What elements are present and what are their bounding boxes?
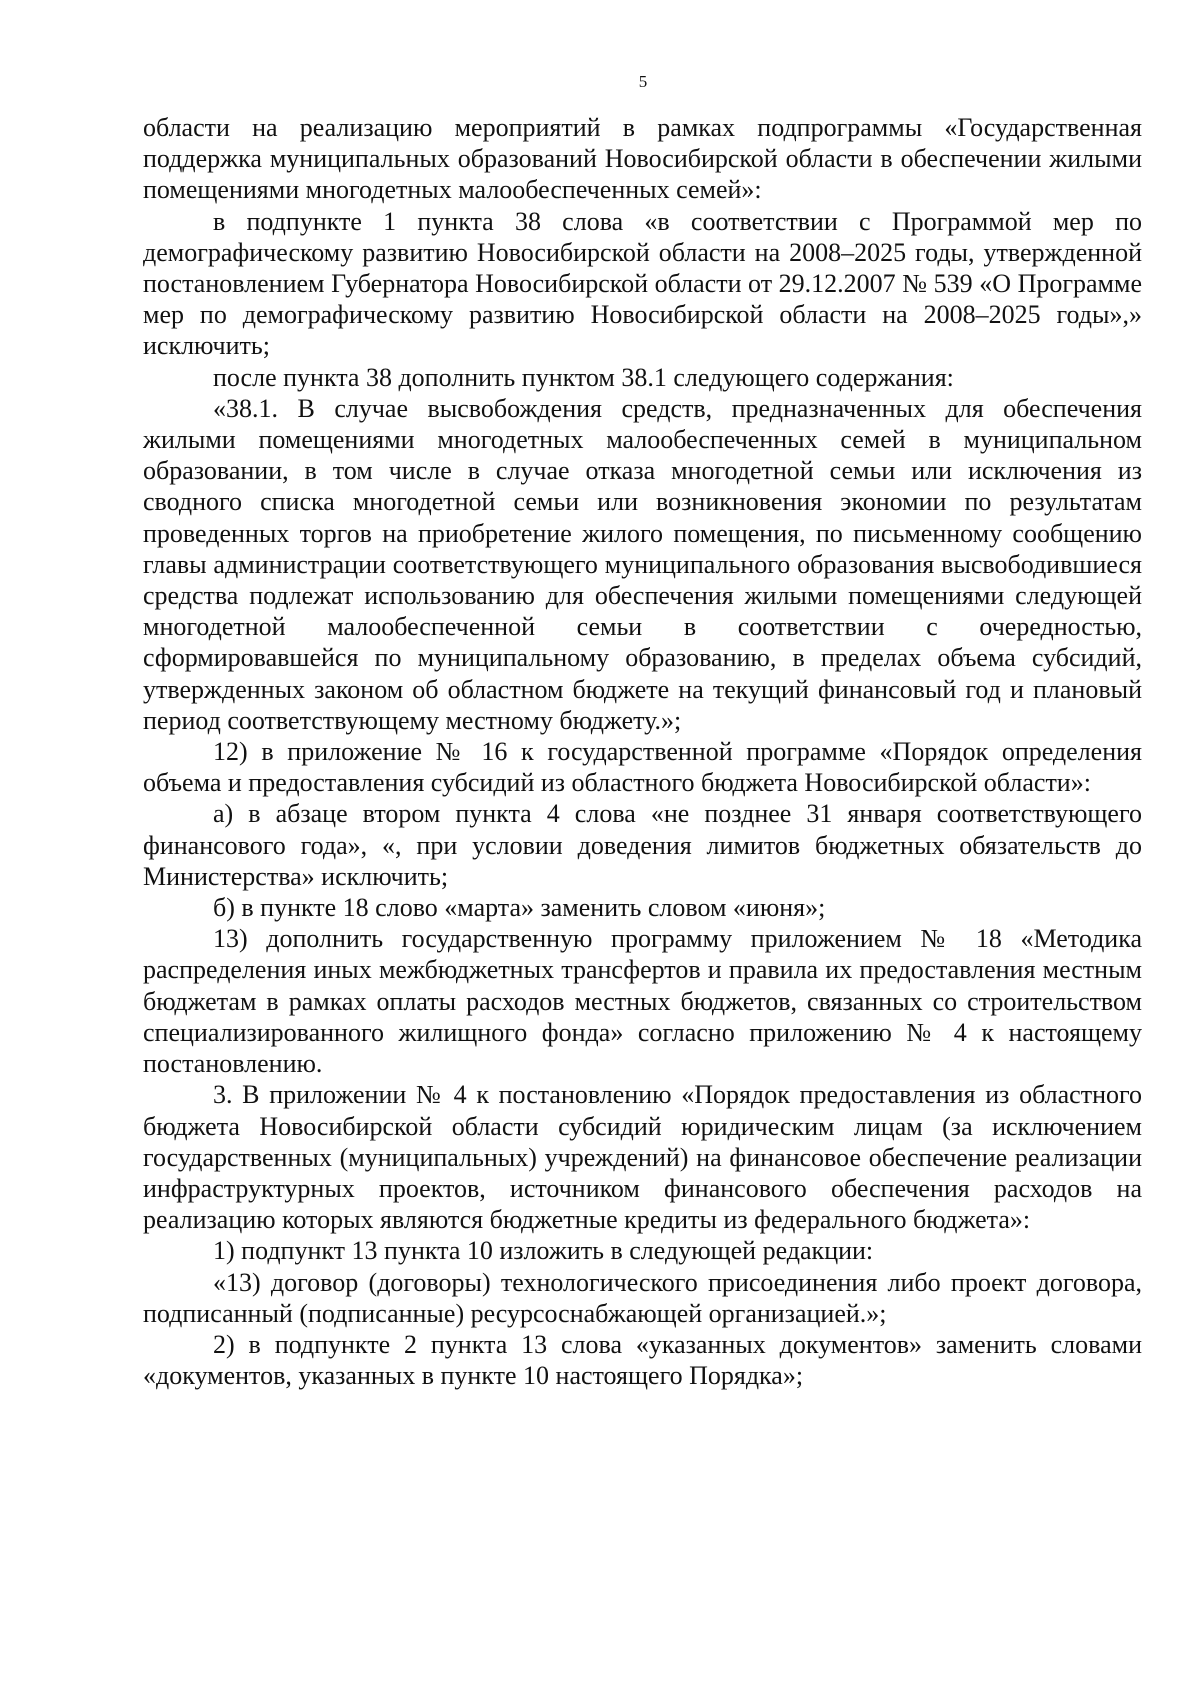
paragraph-subitem-1-point-38: в подпункте 1 пункта 38 слова «в соответствии с Программой мер по демографическому развитию Новосибирской области на 2008–2025 годы, утвержденной постановлением Губернатора Новосибирской области от 29.12.2007 № 539 «О Программе мер по демографическому развитию Новосибирской области на 2008–2025 годы»,» исключить;: [143, 206, 1142, 361]
paragraph-quoted-13: «13) договор (договоры) технологического присоединения либо проект договора, подписанный (подписанные) ресурсоснабжающей организацией.»;: [143, 1267, 1142, 1328]
paragraph-intro: области на реализацию мероприятий в рамках подпрограммы «Государственная поддержка муниципальных образований Новосибирской области в обеспечении жилыми помещениями многодетных малообеспеченных семей»:: [143, 113, 1142, 205]
paragraph-item-13: 13) дополнить государственную программу приложением № 18 «Методика распределения иных межбюджетных трансфертов и правила их предоставления местным бюджетам в рамках оплаты расходов местных бюджетов, связанных со строительством специализированного жилищного фонда» согласно приложению № 4 к настоящему постановлению.: [143, 924, 1142, 1079]
paragraph-section-3: 3. В приложении № 4 к постановлению «Порядок предоставления из областного бюджета Новосибирской области субсидий юридическим лицам (за исключением государственных (муниципальных) учреждений) на финансовое обеспечение реализации инфраструктурных проектов, источником финансового обеспечения расходов на реализацию которых являются бюджетные кредиты из федерального бюджета»:: [143, 1080, 1142, 1235]
paragraph-item-2: 2) в подпункте 2 пункта 13 слова «указанных документов» заменить словами «документов, указанных в пункте 10 настоящего Порядка»;: [143, 1329, 1142, 1391]
document-body: [143, 112, 1142, 1391]
paragraph-item-12: 12) в приложение № 16 к государственной программе «Порядок определения объема и предоставления субсидий из областного бюджета Новосибирской области»:: [143, 737, 1142, 798]
paragraph-item-1: 1) подпункт 13 пункта 10 изложить в следующей редакции:: [213, 1236, 874, 1266]
paragraph-item-a: а) в абзаце втором пункта 4 слова «не позднее 31 января соответствующего финансового года», «, при условии доведения лимитов бюджетных обязательств до Министерства» исключить;: [143, 799, 1142, 891]
page-number: 5: [638, 72, 648, 91]
paragraph-item-b: б) в пункте 18 слово «марта» заменить словом «июня»;: [213, 893, 826, 923]
paragraph-point-38-1: «38.1. В случае высвобождения средств, предназначенных для обеспечения жилыми помещениями многодетных малообеспеченных семей в муниципальном образовании, в том числе в случае отказа многодетной семьи или исключения из сводного списка многодетной семьи или возникновения экономии по результатам проведенных торгов на приобретение жилого помещения, по письменному сообщению главы администрации соответствующего муниципального образования высвободившиеся средства подлежат использованию для обеспечения жилыми помещениями следующей многодетной малообеспеченной семьи в соответствии с очередностью, сформировавшейся по муниципальному образованию, в пределах объема субсидий, утвержденных законом об областном бюджете на текущий финансовый год и плановый период соответствующему местному бюджету.»;: [143, 393, 1142, 735]
paragraph-after-point-38: после пункта 38 дополнить пунктом 38.1 следующего содержания:: [213, 362, 954, 392]
